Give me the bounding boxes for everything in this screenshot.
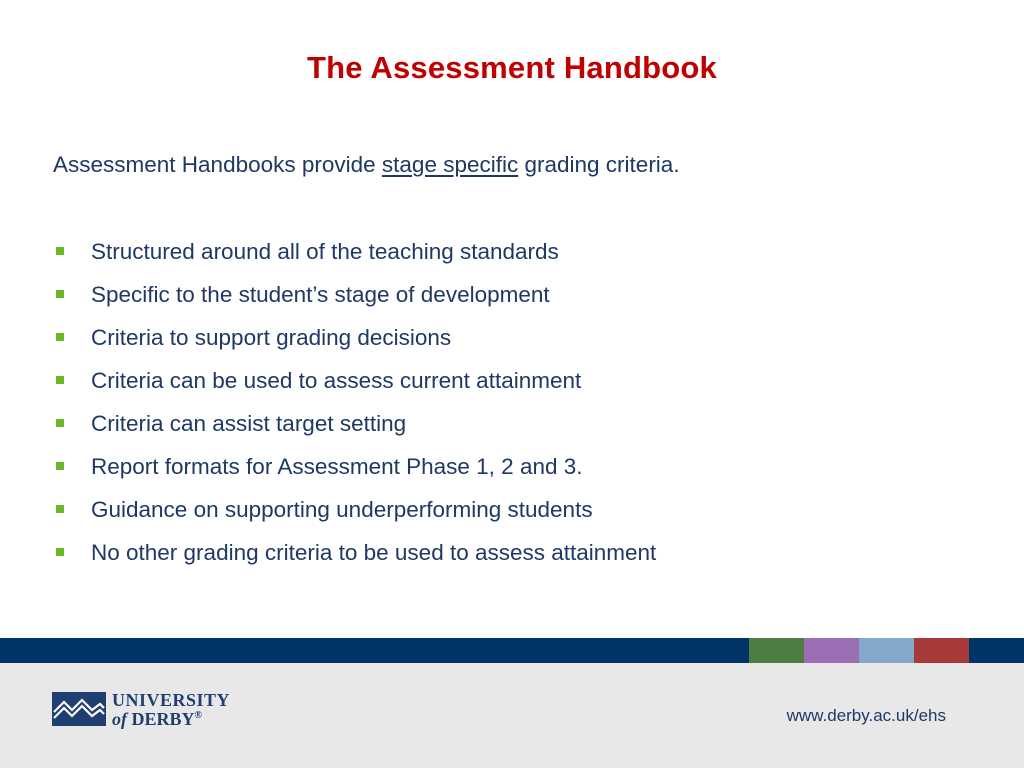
bullet-item: [53, 445, 656, 488]
bullet-item: [53, 402, 656, 445]
university-logo: [52, 690, 232, 730]
bullet-text: Structured around all of the teaching standards: [91, 239, 559, 264]
footer-color-block-blue: [859, 638, 914, 663]
bullet-text: Criteria to support grading decisions: [91, 325, 452, 350]
intro-after: grading criteria.: [518, 152, 680, 177]
logo-university-text: UNIVERSITY: [112, 690, 231, 710]
square-bullet-icon: [56, 333, 64, 341]
square-bullet-icon: [56, 548, 64, 556]
website-link[interactable]: www.derby.ac.uk/ehs: [786, 706, 946, 725]
square-bullet-icon: [56, 290, 64, 298]
logo-name-text: DERBY: [127, 709, 195, 729]
bullet-item: [53, 230, 656, 273]
square-bullet-icon: [56, 376, 64, 384]
bullet-text: Guidance on supporting underperforming students: [91, 497, 593, 522]
logo-derby-text: [112, 709, 202, 730]
footer-color-block-purple: [804, 638, 859, 663]
bullet-item: [53, 488, 656, 531]
bullet-list: [53, 230, 656, 574]
mountain-logo-icon: [52, 692, 106, 726]
bullet-text: Specific to the student’s stage of development: [91, 282, 550, 307]
intro-text: [53, 152, 680, 178]
bullet-item: [53, 316, 656, 359]
footer-color-block-red: [914, 638, 969, 663]
square-bullet-icon: [56, 505, 64, 513]
logo-registered-mark: ®: [194, 710, 202, 721]
square-bullet-icon: [56, 462, 64, 470]
bullet-text: Criteria can be used to assess current attainment: [91, 368, 582, 393]
square-bullet-icon: [56, 419, 64, 427]
intro-emphasis: stage specific: [381, 152, 519, 177]
bullet-item: [53, 273, 656, 316]
bullet-item: [53, 359, 656, 402]
slide-title: The Assessment Handbook: [307, 50, 717, 85]
square-bullet-icon: [56, 247, 64, 255]
bullet-text: No other grading criteria to be used to assess attainment: [91, 540, 657, 565]
logo-of-text: of: [112, 709, 127, 729]
bullet-text: Report formats for Assessment Phase 1, 2 and 3.: [91, 454, 583, 479]
footer-color-block-green: [749, 638, 804, 663]
intro-before: Assessment Handbooks provide: [53, 152, 382, 177]
bullet-item: [53, 531, 656, 574]
bullet-text: Criteria can assist target setting: [91, 411, 407, 436]
